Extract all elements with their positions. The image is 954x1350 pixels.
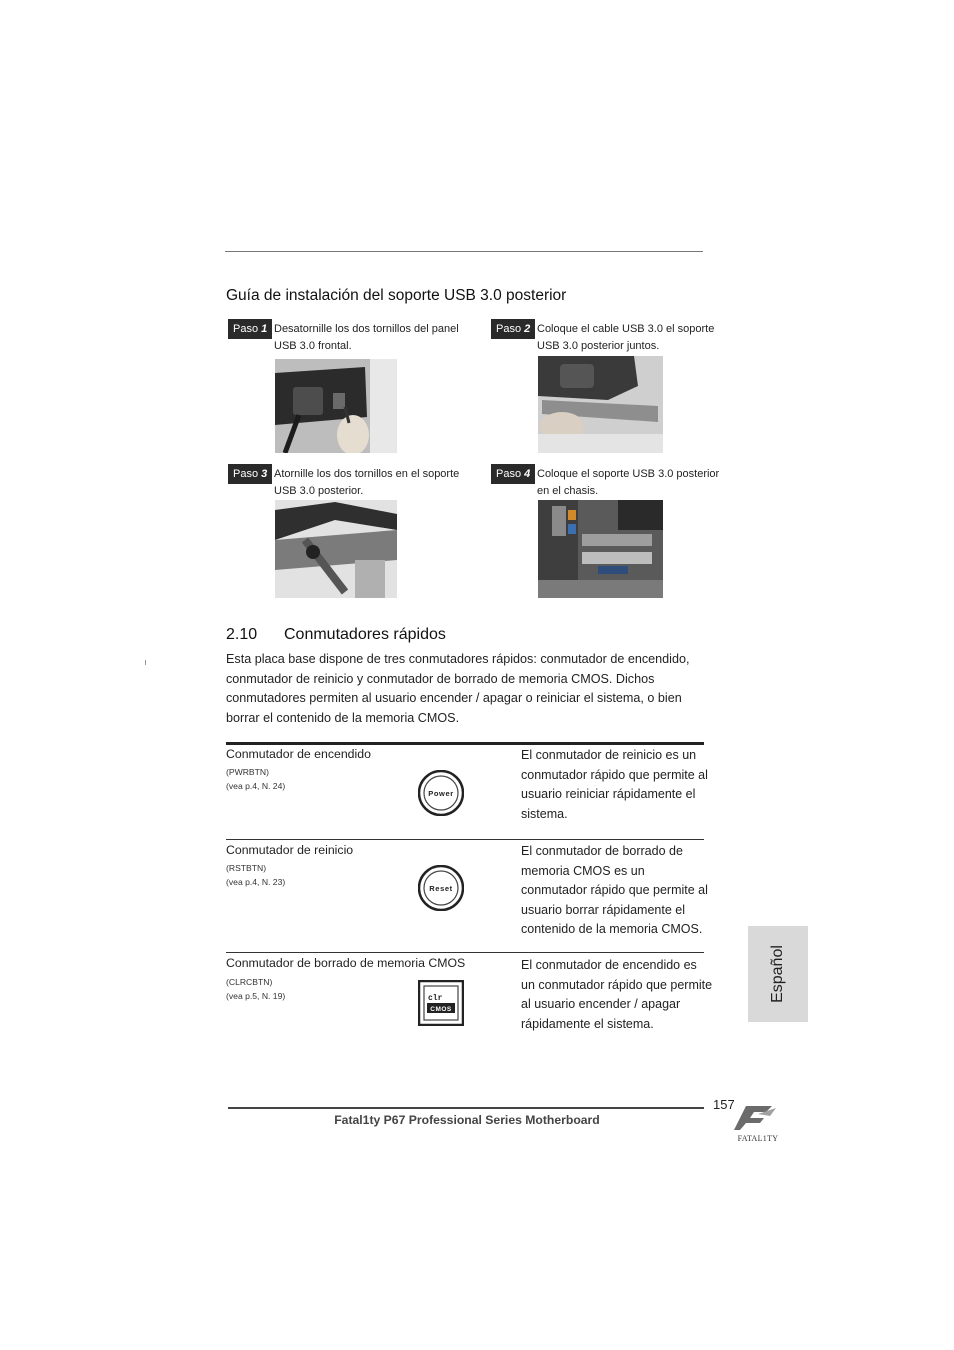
step-text-line: Desatornille los dos tornillos del panel [274,323,459,335]
section-title: Guía de instalación del soporte USB 3.0 posterior [226,287,567,304]
step-text-line: Atornille los dos tornillos en el soporte [274,468,460,480]
step-badge-3 [228,464,272,484]
switch-description: El conmutador de encendido es un conmutador rápido que permite al usuario encender / apagar rápidamente el sistema. [521,958,713,1031]
switch-name: Conmutador de borrado de memoria CMOS [226,956,466,970]
power-button-label: Power [428,789,454,798]
step-text-line: en el chasis. [537,485,599,497]
fatal1ty-logo [728,1104,788,1146]
step-label: Paso [233,468,259,480]
switch-ref: (vea p.4, N. 24) [226,781,286,791]
switch-description: El conmutador de borrado de memoria CMOS es un conmutador rápido que permite al usuario borrar rápidamente el contenido de la memoria CMOS. [521,844,708,936]
logo-text: FATAL1TY [737,1134,779,1143]
table-row-rule [226,839,704,840]
switch-name: Conmutador de reinicio [226,843,354,857]
step-badge-2 [491,319,535,339]
switch-code [226,765,285,793]
margin-mark [145,660,146,665]
step-number: 1 [261,323,268,335]
step-label: Paso [233,323,259,335]
table-row-rule [226,952,704,953]
switch-ref: (vea p.4, N. 23) [226,877,286,887]
step-2-photo [538,356,663,453]
step-badge-1 [228,319,272,339]
page-number: 157 [713,1097,735,1112]
section-heading: Conmutadores rápidos [284,626,446,643]
top-rule [225,251,703,252]
switch-ref: (vea p.5, N. 19) [226,991,286,1001]
table-top-rule [226,742,704,745]
switch-header-code: (CLRCBTN) [226,977,273,987]
step-label: Paso [496,323,522,335]
reset-button-label: Reset [429,884,453,893]
step-badge-4 [491,464,535,484]
step-text-line: USB 3.0 posterior juntos. [537,340,660,352]
footer-rule [228,1107,704,1109]
intro-paragraph: Esta placa base dispone de tres conmutadores rápidos: conmutador de encendido, conmutador de reinicio y conmutador de borrado de memoria CMOS. Dichos conmutadores permiten al usuario encender / apagar o reiniciar el sistema, o bien borrar el contenido de la memoria CMOS. [226,652,690,725]
footer-title: Fatal1ty P67 Professional Series Motherboard [334,1113,600,1127]
language-tab [748,926,808,1022]
language-tab-label: Español [769,945,786,1003]
step-number: 4 [524,468,531,480]
switch-code [226,861,285,889]
step-3-photo [275,500,397,598]
step-text-4 [537,466,719,500]
clear-cmos-button-icon [418,980,464,1026]
switch-code [226,975,285,1003]
step-label: Paso [496,468,522,480]
step-text-2 [537,321,714,355]
step-text-line: USB 3.0 posterior. [274,485,364,497]
step-number: 3 [261,468,268,480]
step-1-photo [275,359,397,453]
switch-name: Conmutador de encendido [226,747,371,761]
step-number: 2 [524,323,531,335]
cmos-label: CMOS [430,1006,452,1013]
step-text-3 [274,466,459,500]
step-text-line: Coloque el soporte USB 3.0 posterior [537,468,720,480]
switch-description: El conmutador de reinicio es un conmutador rápido que permite al usuario reiniciar rápidamente el sistema. [521,748,708,821]
power-button-icon [418,770,464,816]
reset-button-icon [418,865,464,911]
step-text-line: USB 3.0 frontal. [274,340,352,352]
section-number: 2.10 [226,626,258,643]
step-text-1 [274,321,459,355]
switch-header-code: (RSTBTN) [226,863,267,873]
step-text-line: Coloque el cable USB 3.0 el soporte [537,323,715,335]
switches-heading [226,626,446,644]
clr-label: clr [428,994,443,1003]
step-4-photo [538,500,663,598]
switch-header-code: (PWRBTN) [226,767,269,777]
